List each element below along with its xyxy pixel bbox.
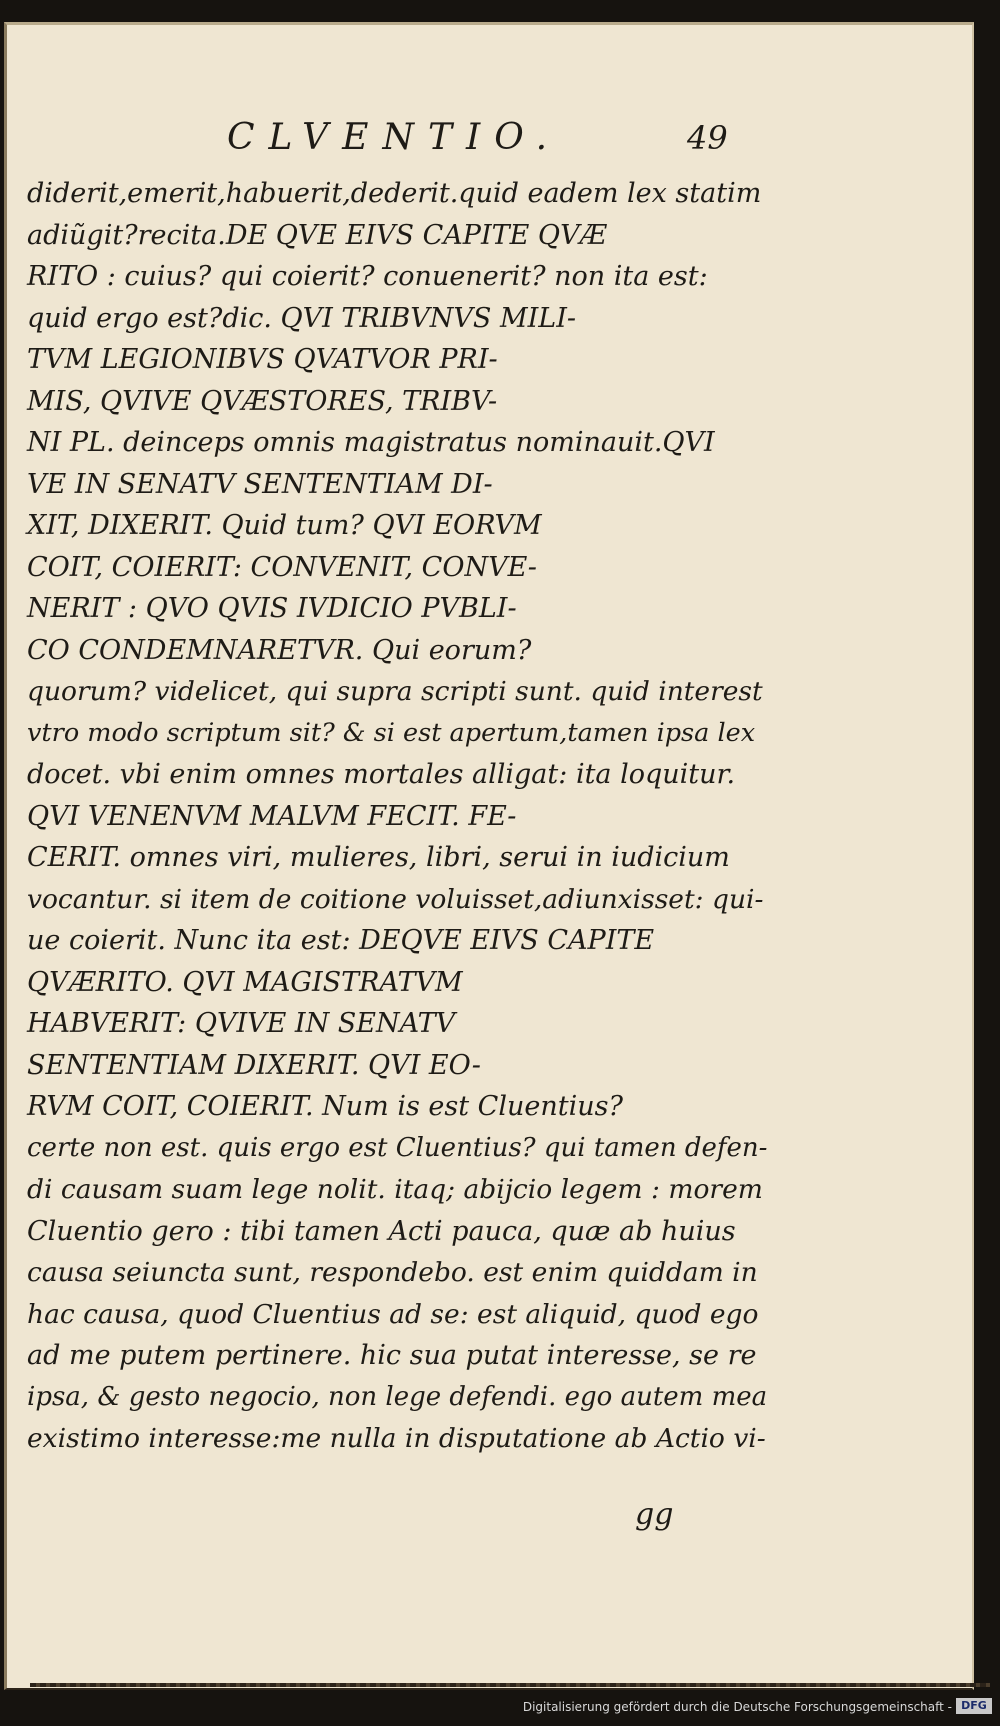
text-line: RVM COIT, COIERIT. Num is est Cluentius? (27, 1091, 623, 1122)
text-line: CERIT. omnes viri, mulieres, libri, serui in iudicium (27, 842, 730, 873)
footer-bar (0, 1690, 1000, 1726)
text-line: ipsa, & gesto negocio, non lege defendi. ego autem mea (27, 1381, 768, 1412)
signature-mark: gg (635, 1497, 674, 1532)
text-block (27, 173, 767, 1460)
text-line: QVI VENENVM MALVM FECIT. FE- (27, 800, 517, 832)
text-line: di causam suam lege nolit. itaq; abijcio legem : morem (27, 1174, 763, 1205)
text-line: MIS, QVIVE QVÆSTORES, TRIBV- (27, 385, 498, 417)
dfg-logo: DFG (956, 1698, 992, 1714)
page-number: 49 (687, 119, 728, 157)
book-page (4, 22, 974, 1690)
text-line: hac causa, quod Cluentius ad se: est aliquid, quod ego (27, 1298, 759, 1330)
text-line: adiũgit?recita.DE QVE EIVS CAPITE QVÆ (27, 219, 607, 251)
text-line: NERIT : QVO QVIS IVDICIO PVBLI- (27, 593, 517, 624)
text-line: VE IN SENATV SENTENTIAM DI- (27, 468, 493, 500)
text-line: Cluentio gero : tibi tamen Acti pauca, quæ ab huius (27, 1215, 736, 1247)
text-line: SENTENTIAM DIXERIT. QVI EO- (27, 1049, 481, 1081)
text-line: vtro modo scriptum sit? & si est apertum,tamen ipsa lex (27, 717, 756, 748)
text-line: TVM LEGIONIBVS QVATVOR PRI- (27, 344, 498, 375)
text-line: quorum? videlicet, qui supra scripti sunt. quid interest (27, 676, 763, 707)
text-line: NI PL. deinceps omnis magistratus nominauit.QVI (27, 427, 715, 458)
running-head (7, 117, 972, 167)
text-line: XIT, DIXERIT. Quid tum? QVI EORVM (27, 510, 542, 541)
text-line: docet. vbi enim omnes mortales alligat: ita loquitur. (27, 759, 736, 790)
digitization-credit: Digitalisierung gefördert durch die Deutsche Forschungsgemeinschaft - (522, 1700, 952, 1714)
text-line: quid ergo est?dic. QVI TRIBVNVS MILI- (27, 302, 577, 334)
text-line: HABVERIT: QVIVE IN SENATV (27, 1008, 456, 1039)
text-line: diderit,emerit,habuerit,dederit.quid eadem lex statim (27, 178, 762, 209)
text-line: causa seiuncta sunt, respondebo. est enim quiddam in (27, 1257, 758, 1288)
page-edge-ruler (30, 1683, 990, 1687)
text-line: CO CONDEMNARETVR. Qui eorum? (27, 634, 532, 666)
text-line: COIT, COIERIT: CONVENIT, CONVE- (27, 551, 537, 583)
running-title: CLVENTIO. (227, 117, 562, 158)
text-line: certe non est. quis ergo est Cluentius? qui tamen defen- (27, 1132, 768, 1163)
text-line: ue coierit. Nunc ita est: DEQVE EIVS CAPITE (27, 925, 655, 956)
text-line: QVÆRITO. QVI MAGISTRATVM (27, 966, 463, 998)
text-line: vocantur. si item de coitione voluisset,adiunxisset: qui- (27, 883, 764, 915)
text-line: ad me putem pertinere. hic sua putat interesse, se re (27, 1340, 757, 1371)
text-line: RITO : cuius? qui coierit? conuenerit? non ita est: (27, 261, 708, 292)
text-line: existimo interesse:me nulla in disputatione ab Actio vi- (27, 1423, 766, 1454)
